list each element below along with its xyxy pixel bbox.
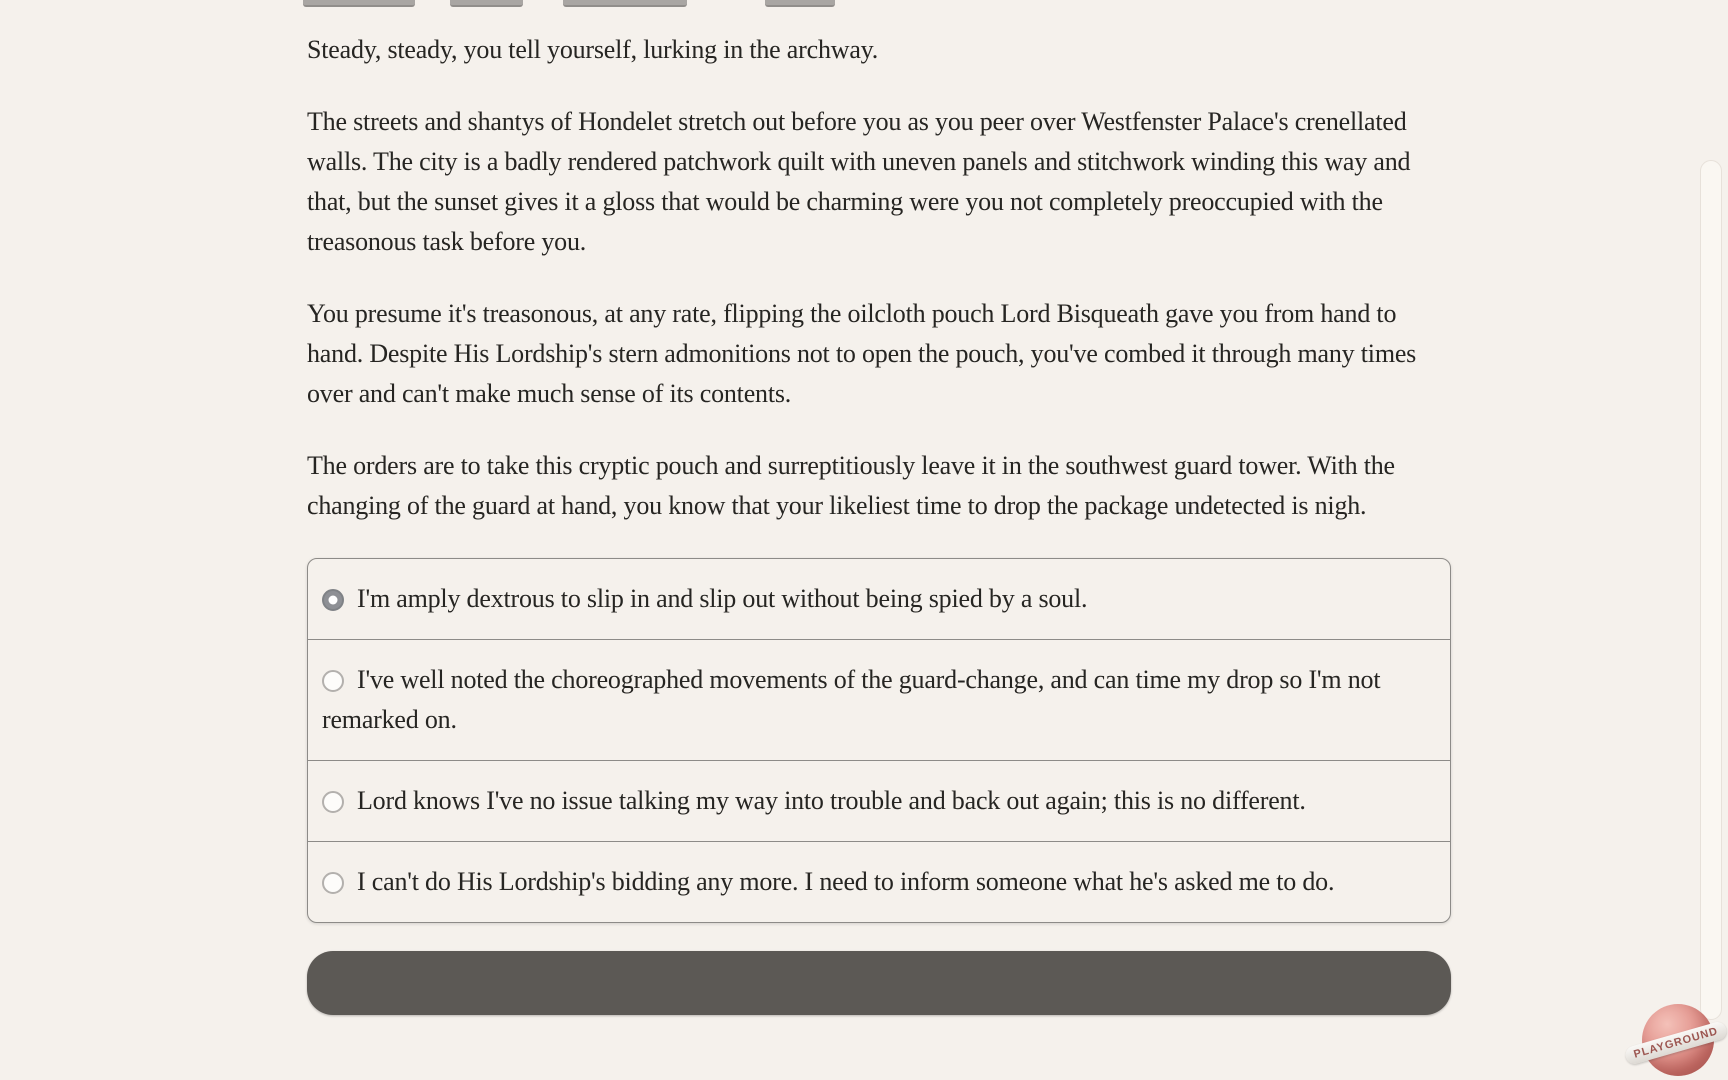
choice-option-1[interactable] (308, 559, 1450, 639)
story-paragraph: The streets and shantys of Hondelet stretch out before you as you peer over Westfenster Palace's crenellated walls. The city is a badly rendered patchwork quilt with uneven panels and stitchwork winding this way and that, but the sunset gives it a gloss that would be charming were you not completely preoccupied with the treasonous task before you. (307, 107, 1411, 256)
choice-radio-icon[interactable] (322, 589, 344, 611)
playground-watermark (1628, 996, 1724, 1080)
playground-logo-label: PLAYGROUND (1632, 1025, 1720, 1061)
story-paragraph: You presume it's treasonous, at any rate, flipping the oilcloth pouch Lord Bisqueath gave you from hand to hand. Despite His Lordship's stern admonitions not to open the pouch, you've combed it through many times over and can't make much sense of its contents. (307, 299, 1417, 408)
choice-label: I can't do His Lordship's bidding any more. I need to inform someone what he's asked me to do. (357, 867, 1335, 896)
choice-list (307, 558, 1451, 923)
choice-radio-icon[interactable] (322, 791, 344, 813)
story (307, 30, 1451, 526)
next-button[interactable] (307, 951, 1451, 1015)
story-paragraph: Steady, steady, you tell yourself, lurking in the archway. (307, 35, 879, 64)
choice-option-2[interactable] (308, 639, 1450, 760)
choice-label: I'm amply dextrous to slip in and slip out without being spied by a soul. (357, 584, 1088, 613)
choice-option-3[interactable] (308, 760, 1450, 841)
choice-radio-icon[interactable] (322, 872, 344, 894)
choice-radio-icon[interactable] (322, 670, 344, 692)
story-paragraph: The orders are to take this cryptic pouch and surreptitiously leave it in the southwest guard tower. With the changing of the guard at hand, you know that your likeliest time to drop the package undetected is nigh. (307, 451, 1395, 520)
scrollbar-thumb[interactable] (1700, 160, 1722, 1020)
choice-label: I've well noted the choreographed movements of the guard-change, and can time my drop so I'm not remarked on. (322, 665, 1381, 734)
story-page (307, 0, 1451, 1015)
choice-option-4[interactable] (308, 841, 1450, 922)
choice-label: Lord knows I've no issue talking my way into trouble and back out again; this is no different. (357, 786, 1306, 815)
